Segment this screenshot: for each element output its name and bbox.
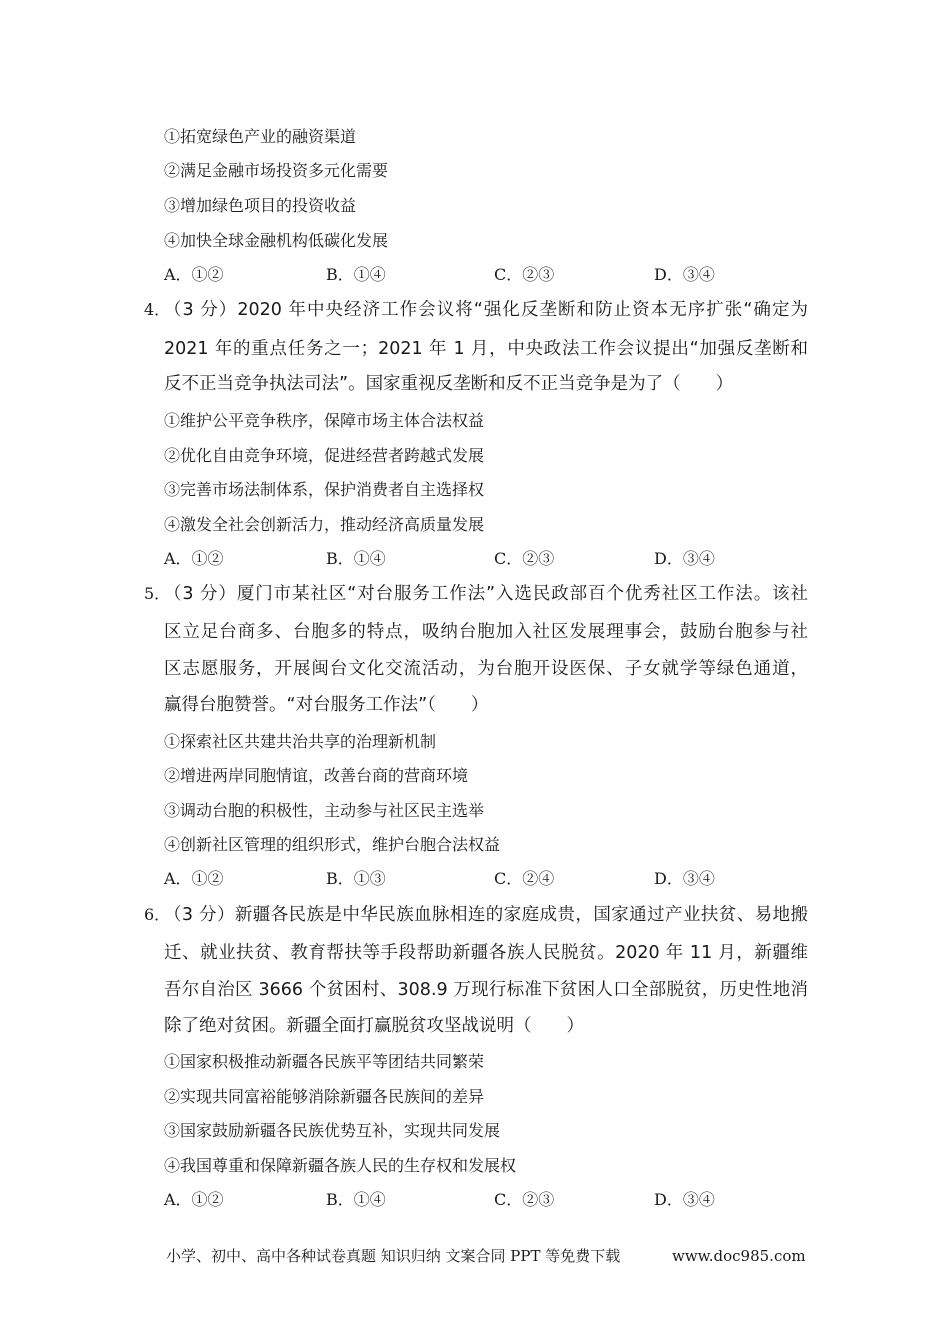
q6-line-1: （3 分）新疆各民族是中华民族血脉相连的家庭成贵，国家通过产业扶贫、易地搬 xyxy=(164,905,808,925)
q4-choice-a: A．①② xyxy=(164,549,224,568)
q4-choice-b: B．①④ xyxy=(326,549,386,568)
q6-option-2: ②实现共同富裕能够消除新疆各民族间的差异 xyxy=(164,1087,485,1106)
q5-choice-c: C．②④ xyxy=(494,869,555,888)
q5-line-2: 区立足台商多、台胞多的特点，吸纳台胞加入社区发展理事会，鼓励台胞参与社 xyxy=(164,622,808,642)
q3-choices xyxy=(164,265,804,287)
q6-option-4: ④我国尊重和保障新疆各族人民的生存权和发展权 xyxy=(164,1156,517,1175)
q5-option-4: ④创新社区管理的组织形式，维护台胞合法权益 xyxy=(164,835,501,854)
q4-line-1: （3 分）2020 年中央经济工作会议将“强化反垄断和防止资本无序扩张“确定为 xyxy=(164,300,808,320)
q6-number: 6． xyxy=(144,905,171,924)
q6-line-3: 吾尔自治区 3666 个贫困村、308.9 万现行标准下贫困人口全部脱贫，历史性地消 xyxy=(164,980,808,1000)
q4-line-2: 2021 年的重点任务之一；2021 年 1 月，中央政法工作会议提出“加强反垄断和 xyxy=(164,339,808,359)
q4-option-1: ①维护公平竞争秩序，保障市场主体合法权益 xyxy=(164,411,485,430)
q5-choice-d: D．③④ xyxy=(654,869,715,888)
q3-option-2: ②满足金融市场投资多元化需要 xyxy=(164,161,389,180)
q5-option-1: ①探索社区共建共治共享的治理新机制 xyxy=(164,732,437,751)
q5-choice-b: B．①③ xyxy=(326,869,386,888)
q3-option-4: ④加快全球金融机构低碳化发展 xyxy=(164,231,389,250)
q6-choice-b: B．①④ xyxy=(326,1190,386,1209)
q3-choice-b: B．①④ xyxy=(326,265,386,284)
page-footer xyxy=(166,1246,806,1266)
q5-line-1: （3 分）厦门市某社区“对台服务工作法”入选民政部百个优秀社区工作法。该社 xyxy=(164,584,808,604)
q6-choice-a: A．①② xyxy=(164,1190,224,1209)
q3-option-3: ③增加绿色项目的投资收益 xyxy=(164,196,357,215)
q5-choices xyxy=(164,869,804,891)
q3-option-1: ①拓宽绿色产业的融资渠道 xyxy=(164,127,357,146)
q6-option-1: ①国家积极推动新疆各民族平等团结共同繁荣 xyxy=(164,1052,485,1071)
q6-choice-d: D．③④ xyxy=(654,1190,715,1209)
q4-line-3: 反不正当竞争执法司法”。国家重视反垄断和反不正当竞争是为了（ ） xyxy=(164,374,734,394)
footer-text: 小学、初中、高中各种试卷真题 知识归纳 文案合同 PPT 等免费下载 xyxy=(166,1247,621,1265)
q5-option-2: ②增进两岸同胞情谊，改善台商的营商环境 xyxy=(164,766,469,785)
q5-line-3: 区志愿服务，开展闽台文化交流活动，为台胞开设医保、子女就学等绿色通道， xyxy=(164,659,808,679)
q6-option-3: ③国家鼓励新疆各民族优势互补，实现共同发展 xyxy=(164,1121,501,1140)
q3-choice-a: A．①② xyxy=(164,265,224,284)
q3-choice-d: D．③④ xyxy=(654,265,715,284)
q4-choice-d: D．③④ xyxy=(654,549,715,568)
q5-number: 5． xyxy=(144,584,171,603)
q4-choice-c: C．②③ xyxy=(494,549,555,568)
q3-choice-c: C．②③ xyxy=(494,265,555,284)
q6-choices xyxy=(164,1190,804,1212)
q4-option-2: ②优化自由竞争环境，促进经营者跨越式发展 xyxy=(164,446,485,465)
q5-line-4: 赢得台胞赞誉。“对台服务工作法”（ ） xyxy=(164,695,489,715)
q6-line-4: 除了绝对贫困。新疆全面打赢脱贫攻坚战说明（ ） xyxy=(164,1016,584,1036)
q6-choice-c: C．②③ xyxy=(494,1190,555,1209)
q4-choices xyxy=(164,549,804,571)
q6-line-2: 迁、就业扶贫、教育帮扶等手段帮助新疆各族人民脱贫。2020 年 11 月，新疆维 xyxy=(164,943,808,963)
q4-number: 4． xyxy=(144,300,171,319)
q4-option-4: ④激发全社会创新活力，推动经济高质量发展 xyxy=(164,515,485,534)
q5-option-3: ③调动台胞的积极性，主动参与社区民主选举 xyxy=(164,801,485,820)
q5-choice-a: A．①② xyxy=(164,869,224,888)
footer-site-link[interactable]: www.doc985.com xyxy=(672,1247,806,1265)
q4-option-3: ③完善市场法制体系，保护消费者自主选择权 xyxy=(164,480,485,499)
